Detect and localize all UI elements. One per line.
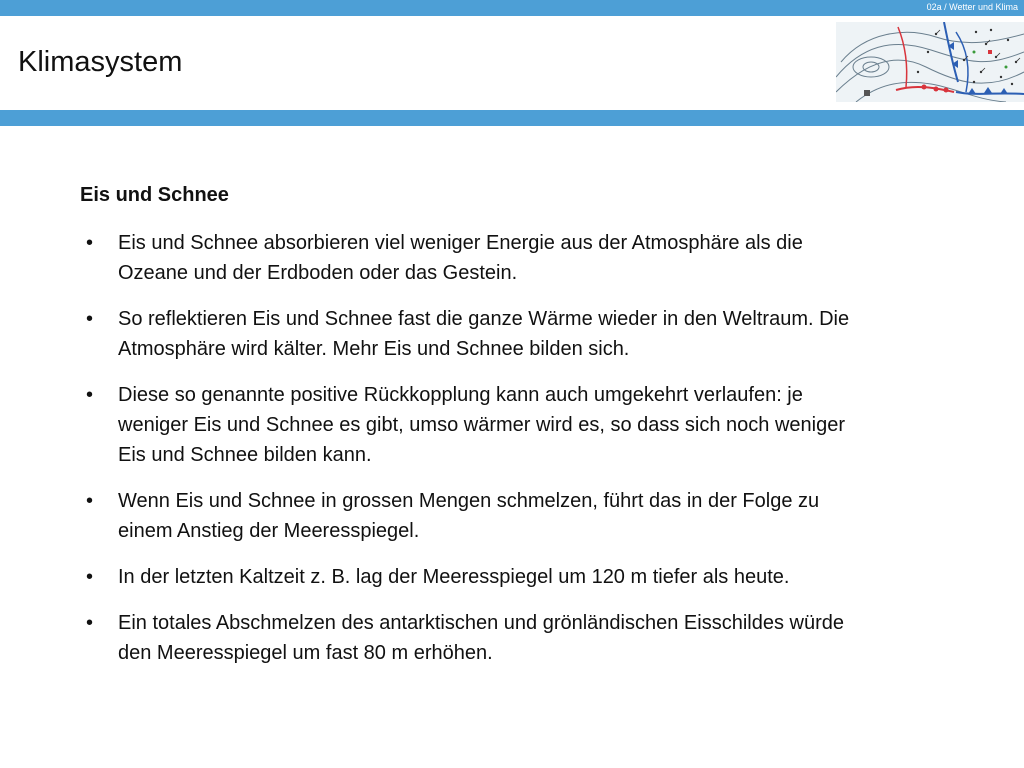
bullet-text: So reflektieren Eis und Schnee fast die ganze Wärme wieder in den Weltraum. Die Atmosphäre wird kälter. Mehr Eis und Schnee bilden sich. bbox=[118, 308, 850, 360]
bullet-text: Ein totales Abschmelzen des antarktischen und grönländischen Eisschildes würde den Meeresspiegel um fast 80 m erhöhen. bbox=[118, 612, 844, 664]
bullet-text: Wenn Eis und Schnee in grossen Mengen schmelzen, führt das in der Folge zu einem Anstieg der Meeresspiegel. bbox=[118, 490, 820, 542]
bullet-text: Diese so genannte positive Rückkopplung kann auch umgekehrt verlaufen: je weniger Eis und Schnee es gibt, umso wärmer wird es, so dass sich noch weniger Eis und Schnee bilden kann. bbox=[118, 384, 846, 466]
bullet-point-icon: • bbox=[86, 384, 94, 406]
breadcrumb: 02a / Wetter und Klima bbox=[926, 2, 1018, 12]
list-item bbox=[80, 486, 980, 546]
bullet-text: In der letzten Kaltzeit z. B. lag der Meeresspiegel um 120 m tiefer als heute. bbox=[118, 566, 790, 588]
list-item bbox=[80, 608, 980, 668]
header-bottom-bar bbox=[0, 110, 1024, 126]
header-top-bar bbox=[0, 0, 1024, 16]
section-heading: Eis und Schnee bbox=[80, 184, 229, 206]
list-item bbox=[80, 562, 980, 592]
list-item bbox=[80, 228, 980, 288]
bullet-point-icon: • bbox=[86, 612, 94, 634]
bullet-point-icon: • bbox=[86, 566, 94, 588]
bullet-point-icon: • bbox=[86, 232, 94, 254]
bullet-text: Eis und Schnee absorbieren viel weniger Energie aus der Atmosphäre als die Ozeane und der Erdboden oder das Gestein. bbox=[118, 232, 803, 284]
weather-map-image bbox=[836, 22, 1024, 102]
bullet-list bbox=[80, 228, 980, 684]
weather-map-icon bbox=[836, 22, 1024, 102]
bullet-point-icon: • bbox=[86, 308, 94, 330]
bullet-point-icon: • bbox=[86, 490, 94, 512]
list-item bbox=[80, 380, 980, 470]
list-item bbox=[80, 304, 980, 364]
page-title: Klimasystem bbox=[18, 46, 183, 78]
